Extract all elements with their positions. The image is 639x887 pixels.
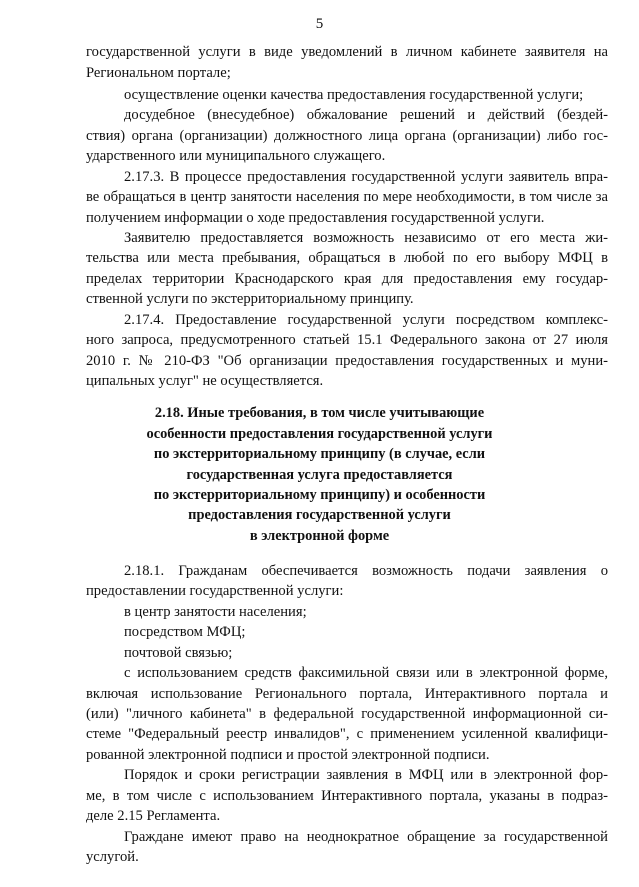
text-line: Региональном портале; xyxy=(86,65,231,82)
text-line: предоставлении государственной услуги: xyxy=(86,583,344,600)
page-number: 5 xyxy=(315,16,324,32)
text-line: (или) "личного кабинета" в федеральной государственной информационной си- xyxy=(86,705,608,722)
text-line: ударственного или муниципального служащего. xyxy=(86,148,386,165)
text-line: государственной услуги в виде уведомлений в личном кабинете заявителя на xyxy=(86,44,608,60)
text-line: тельства или места пребывания, обращаться в любой по его выбору МФЦ в xyxy=(86,250,608,267)
section-heading: предоставления государственной услуги xyxy=(188,507,451,524)
text-line: осуществление оценки качества предоставления государственной услуги; xyxy=(124,86,584,103)
text-line: рованной электронной подписи и простой электронной подписи. xyxy=(86,746,490,763)
text-line: стеме "Федеральный реестр инвалидов", с применением усиленной квалифици- xyxy=(86,726,608,743)
text-line: ственной услуги по экстерриториальному принципу. xyxy=(86,291,414,308)
text-line: Граждане имеют право на неоднократное обращение за государственной xyxy=(124,828,608,845)
text-line: 2.17.4. Предоставление государственной услуги посредством комплекс- xyxy=(124,311,608,328)
text-line: почтовой связью; xyxy=(124,644,233,661)
section-heading: особенности предоставления государственной услуги xyxy=(146,425,493,442)
text-line: ме, в том числе с использованием Интерактивного портала, указаны в подраз- xyxy=(86,787,608,804)
text-line: ного запроса, предусмотренного статьей 15.1 Федерального закона от 27 июля xyxy=(86,332,608,349)
text-line: в центр занятости населения; xyxy=(124,603,307,620)
text-line: ствия) органа (организации) должностного лица органа (организации) либо гос- xyxy=(86,127,608,144)
text-line: пределах территории Краснодарского края для предоставления ему государ- xyxy=(86,270,608,287)
section-heading: государственная услуга предоставляется xyxy=(186,466,453,483)
section-heading: по экстерриториальному принципу) и особенности xyxy=(153,486,486,503)
text-line: 2.18.1. Гражданам обеспечивается возможность подачи заявления о xyxy=(124,562,608,579)
text-line: Заявителю предоставляется возможность независимо от его места жи- xyxy=(124,229,608,246)
text-line: получением информации о ходе предоставления государственной услуги. xyxy=(86,209,545,226)
text-line: ципальных услуг" не осуществляется. xyxy=(86,373,324,389)
text-line: с использованием средств факсимильной связи или в электронной форме, xyxy=(124,665,608,681)
section-heading: по экстерриториальному принципу (в случае, если xyxy=(153,446,486,462)
text-line: посредством МФЦ; xyxy=(124,624,246,641)
text-line: ве обращаться в центр занятости населения по мере необходимости, в том числе за xyxy=(86,189,608,205)
text-line: деле 2.15 Регламента. xyxy=(86,808,221,825)
text-line: досудебное (внесудебное) обжалование решений и действий (бездей- xyxy=(124,107,608,124)
text-line: Порядок и сроки регистрации заявления в МФЦ или в электронной фор- xyxy=(124,767,608,784)
text-line: услугой. xyxy=(86,849,139,865)
text-line: 2010 г. № 210-ФЗ "Об организации предоставления государственных и муни- xyxy=(86,352,608,369)
text-line: 2.17.3. В процессе предоставления государственной услуги заявитель впра- xyxy=(124,168,608,185)
text-line: включая использование Регионального портала, Интерактивного портала и xyxy=(86,685,608,702)
section-heading: 2.18. Иные требования, в том числе учитывающие xyxy=(154,405,485,422)
section-heading: в электронной форме xyxy=(249,527,390,544)
